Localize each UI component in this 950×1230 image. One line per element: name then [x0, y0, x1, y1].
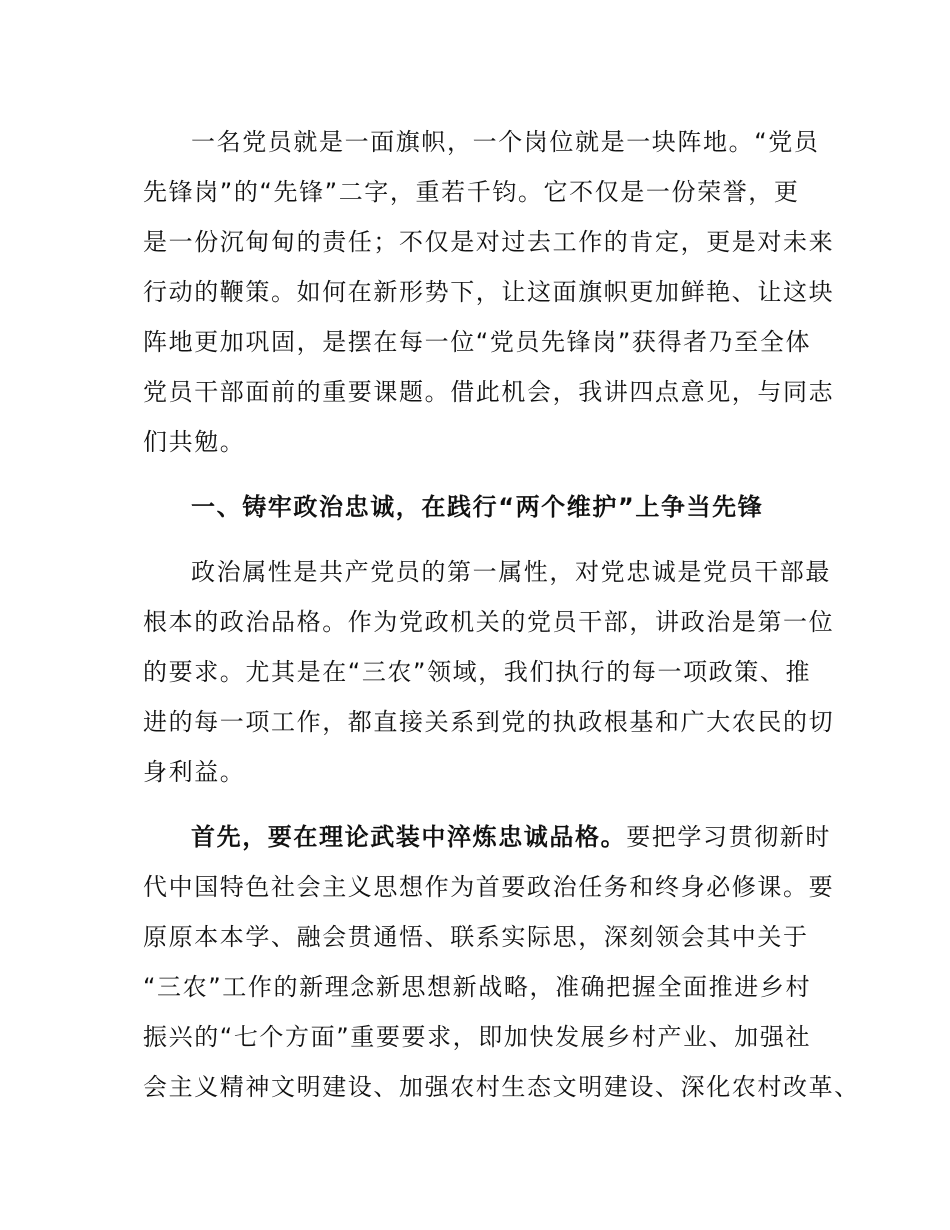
lead-line-rest: 要把学习贯彻新时 — [626, 823, 832, 851]
paragraph-line: 党员干部面前的重要课题。借此机会，我讲四点意见，与同志 — [143, 378, 835, 406]
lead-sentence: 首先，要在理论武装中淬炼忠诚品格。 — [191, 823, 627, 851]
paragraph-line: “三农”工作的新理念新思想新战略，准确把握全面推进乡村 — [143, 973, 812, 1001]
paragraph-line: 代中国特色社会主义思想作为首要政治任务和终身必修课。要 — [143, 873, 835, 901]
paragraph-line: 的要求。尤其是在“三农”领域，我们执行的每一项政策、推 — [143, 658, 812, 686]
paragraph-line — [191, 822, 831, 852]
paragraph-line: 会主义精神文明建设、加强农村生态文明建设、深化农村改革、 — [143, 1073, 860, 1101]
paragraph-line: 先锋岗”的“先锋”二字，重若千钧。它不仅是一份荣誉，更 — [143, 178, 800, 206]
paragraph-line: 振兴的“七个方面”重要要求，即加快发展乡村产业、加强社 — [143, 1023, 812, 1051]
paragraph-line: 根本的政治品格。作为党政机关的党员干部，讲政治是第一位 — [143, 608, 835, 636]
paragraph-line: 身利益。 — [143, 758, 246, 786]
paragraph-line: 阵地更加巩固，是摆在每一位“党员先锋岗”获得者乃至全体 — [143, 328, 812, 356]
paragraph-line: 政治属性是共产党员的第一属性，对党忠诚是党员干部最 — [191, 558, 831, 586]
paragraph-line: 行动的鞭策。如何在新形势下，让这面旗帜更加鲜艳、让这块 — [143, 278, 835, 306]
paragraph-line: 是一份沉甸甸的责任；不仅是对过去工作的肯定，更是对未来 — [143, 228, 835, 256]
paragraph-line: 进的每一项工作，都直接关系到党的执政根基和广大农民的切 — [143, 708, 835, 736]
paragraph-line: 一名党员就是一面旗帜，一个岗位就是一块阵地。“党员 — [191, 128, 820, 156]
paragraph-line: 原原本本学、融会贯通悟、联系实际思，深刻领会其中关于 — [143, 923, 809, 951]
paragraph-line: 们共勉。 — [143, 428, 246, 456]
section-heading: 一、铸牢政治忠诚，在践行“两个维护”上争当先锋 — [191, 493, 764, 521]
